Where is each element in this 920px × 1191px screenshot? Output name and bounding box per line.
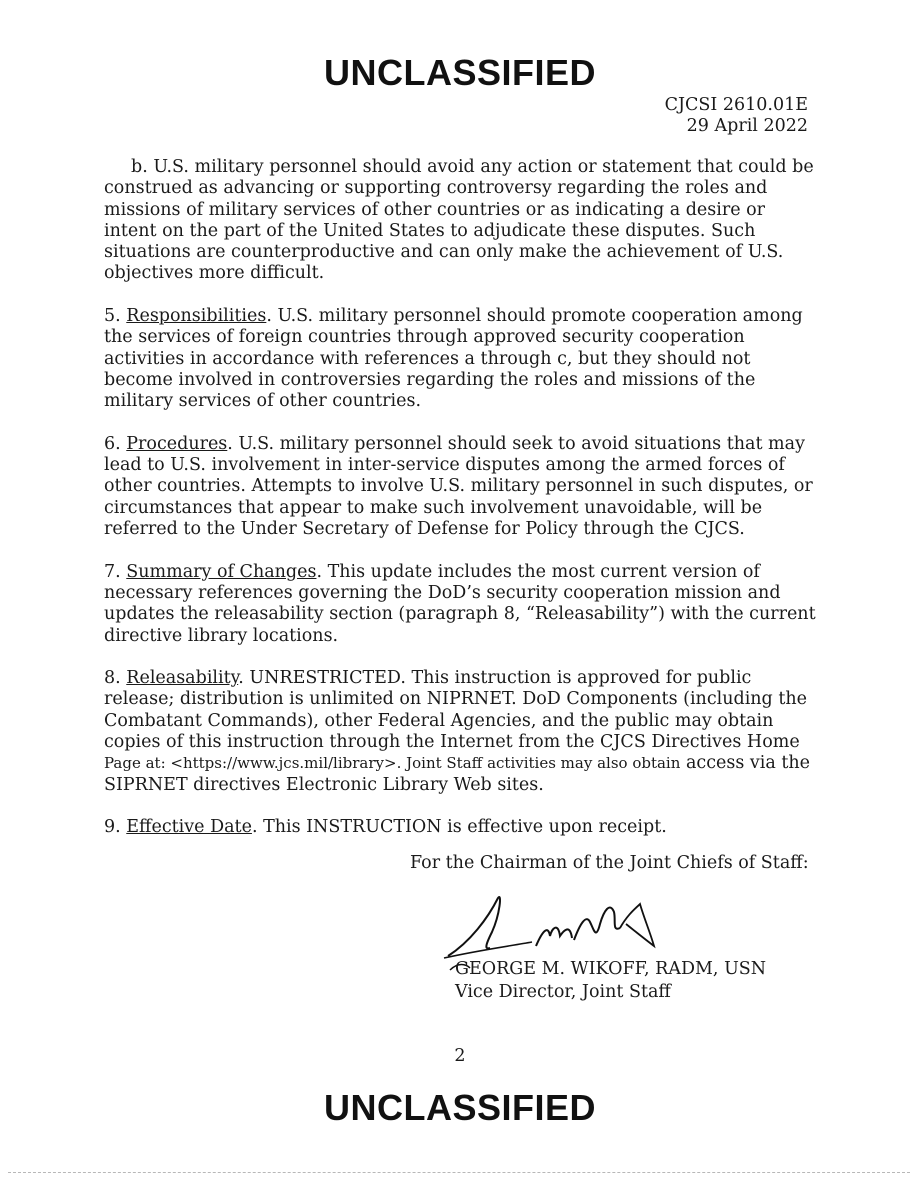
document-reference	[665, 95, 808, 137]
paragraph-9-number: 9.	[104, 817, 121, 838]
paragraph-8-number: 8.	[104, 668, 121, 689]
paragraph-7-text: . This update includes the most current version of necessary references governing the DoD’s security cooperation mission and updates the releasability section (paragraph 8, “Releasability”) with the current directive library locations.	[104, 561, 816, 646]
paragraph-8-library-link-text: Page at: <https://www.jcs.mil/library>. Joint Staff activities may also obtain	[104, 754, 681, 773]
paragraph-4b-text: b. U.S. military personnel should avoid any action or statement that could be construed as advancing or supporting controversy regarding the roles and missions of military services of other countries or as indicating a desire or intent on the part of the United States to adjudicate these disputes. Such situations are counterproductive and can only make the achievement of U.S. objectives more difficult.	[104, 157, 814, 284]
paragraph-4b	[104, 157, 816, 285]
paragraph-7	[104, 562, 816, 647]
paragraph-9-text: . This INSTRUCTION is effective upon receipt.	[251, 817, 667, 838]
scan-edge-divider	[8, 1172, 910, 1174]
paragraph-6	[104, 434, 816, 540]
document-body	[104, 157, 816, 860]
classification-banner-bottom: UNCLASSIFIED	[323, 1087, 596, 1128]
paragraph-9-heading: Effective Date	[126, 817, 252, 838]
paragraph-8-heading: Releasability	[126, 668, 239, 689]
page-number: 2	[454, 1046, 466, 1066]
paragraph-9	[104, 817, 816, 838]
paragraph-6-heading: Procedures	[126, 433, 228, 454]
signature-block-for-line: For the Chairman of the Joint Chiefs of Staff:	[410, 853, 809, 873]
paragraph-5-text: . U.S. military personnel should promote cooperation among the services of foreign countries through approved security cooperation activities in accordance with references a through c, but they should not become involved in controversies regarding the roles and missions of the military services of other countries.	[104, 306, 803, 412]
paragraph-5	[104, 306, 816, 412]
signer-title: Vice Director, Joint Staff	[455, 982, 671, 1002]
paragraph-5-number: 5.	[104, 306, 121, 327]
paragraph-6-number: 6.	[104, 433, 121, 454]
classification-banner-top: UNCLASSIFIED	[323, 52, 596, 93]
paragraph-6-text: . U.S. military personnel should seek to avoid situations that may lead to U.S. involvement in inter-service disputes among the armed forces of other countries. Attempts to involve U.S. military personnel in such disputes, or circumstances that appear to make such involvement unavoidable, will be referred to the Under Secretary of Defense for Policy through the CJCS.	[104, 433, 813, 540]
paragraph-7-heading: Summary of Changes	[126, 561, 317, 582]
paragraph-5-heading: Responsibilities	[126, 306, 267, 327]
signer-name: GEORGE M. WIKOFF, RADM, USN	[455, 959, 767, 979]
paragraph-8-text-a: . UNRESTRICTED. This instruction is approved for public release; distribution is unlimited on NIPRNET. DoD Components (including the Combatant Commands), other Federal Agencies, and the public may obtain copies of this instruction through the Internet from the CJCS Directives Home	[104, 668, 807, 753]
paragraph-8-text-b: access via the SIPRNET directives Electronic Library Web sites.	[104, 753, 811, 795]
paragraph-8	[104, 668, 816, 796]
paragraph-7-number: 7.	[104, 561, 121, 582]
signer-block	[455, 958, 766, 1004]
document-date: 29 April 2022	[686, 116, 808, 136]
document-number: CJCSI 2610.01E	[664, 95, 808, 115]
